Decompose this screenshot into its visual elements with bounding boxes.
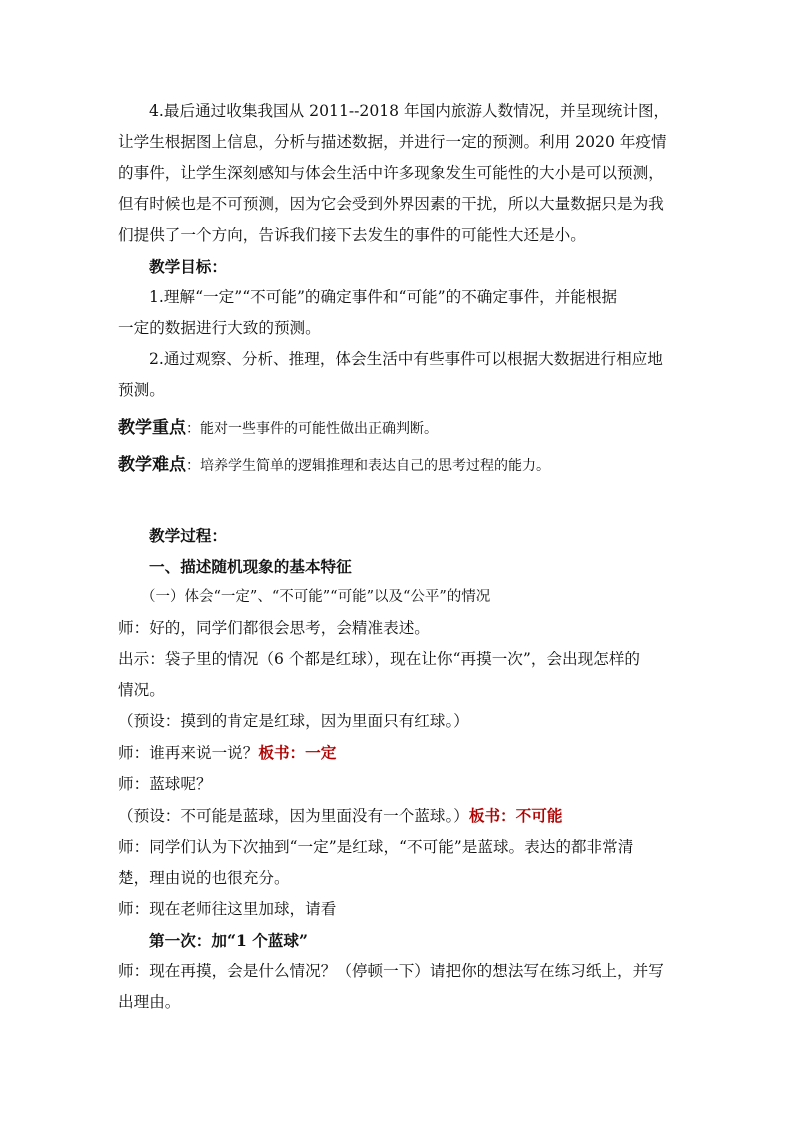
dialogue-line-1: 师：好的，同学们都很会思考，会精准表述。 xyxy=(118,619,430,637)
dialogue-line-9a: 师：现在再摸，会是什么情况？（停顿一下）请把你的想法写在练习纸上，并写 xyxy=(118,962,664,980)
intro-line-5: 们提供了一个方向，告诉我们接下去发生的事件的可能性大还是小。 xyxy=(118,226,586,244)
goal-1-line-2: 一定的数据进行大致的预测。 xyxy=(118,319,321,337)
dialogue-line-7b: 楚，理由说的也很充分。 xyxy=(118,869,290,887)
goal-1-line-1: 1.理解“一定”“不可能”的确定事件和“可能”的不确定事件，并能根据 xyxy=(149,288,618,306)
difficulty-label: 教学难点 xyxy=(118,455,186,475)
subsection-1-heading: （一）体会“一定”、“不可能”“可能”以及“公平”的情况 xyxy=(141,589,491,605)
dialogue-line-6 xyxy=(118,800,678,832)
dialogue-line-9b: 出理由。 xyxy=(118,993,181,1011)
document-page xyxy=(118,96,678,1018)
board-note-certain: 板书：一定 xyxy=(258,743,337,762)
difficulty xyxy=(118,447,678,484)
section-1-heading: 一、描述随机现象的基本特征 xyxy=(149,557,352,576)
key-point-label: 教学重点 xyxy=(118,418,186,438)
dialogue-line-5: 师：蓝球呢？ xyxy=(118,775,212,793)
key-point xyxy=(118,410,678,447)
intro-line-4: 但有时候也是不可预测，因为它会受到外界因素的干扰，所以大量数据只是为我 xyxy=(118,195,664,213)
goal-2-line-1: 2.通过观察、分析、推理，体会生活中有些事件可以根据大数据进行相应地 xyxy=(149,350,663,368)
board-note-impossible: 板书：不可能 xyxy=(468,806,563,825)
dialogue-line-4-text: 师：谁再来说一说？ xyxy=(118,744,259,762)
first-time-heading: 第一次：加“1 个蓝球” xyxy=(149,931,308,950)
dialogue-line-6-text: （预设：不可能是蓝球，因为里面没有一个蓝球。） xyxy=(118,807,469,825)
intro-line-1: 4.最后通过收集我国从 2011--2018 年国内旅游人数情况，并呈现统计图， xyxy=(149,102,670,120)
process-heading: 教学过程： xyxy=(149,526,227,545)
dialogue-line-3: （预设：摸到的肯定是红球，因为里面只有红球。） xyxy=(118,712,469,730)
difficulty-text: ：培养学生简单的逻辑推理和表达自己的思考过程的能力。 xyxy=(186,458,550,474)
intro-line-2: 让学生根据图上信息，分析与描述数据，并进行一定的预测。利用 2020 年疫情 xyxy=(118,133,667,151)
goals-heading: 教学目标： xyxy=(149,257,227,276)
intro-line-3: 的事件，让学生深刻感知与体会生活中许多现象发生可能性的大小是可以预测， xyxy=(118,164,664,182)
dialogue-line-7a: 师：同学们认为下次抽到“一定”是红球，“不可能”是蓝球。表达的都非常清 xyxy=(118,838,634,856)
dialogue-line-8: 师：现在老师往这里加球，请看 xyxy=(118,900,337,918)
dialogue-line-2b: 情况。 xyxy=(118,681,165,699)
dialogue-line-2a: 出示：袋子里的情况（6 个都是红球），现在让你“再摸一次”，会出现怎样的 xyxy=(118,650,641,668)
dialogue-line-4 xyxy=(118,737,678,769)
key-point-text: ：能对一些事件的可能性做出正确判断。 xyxy=(186,421,438,437)
goal-2-line-2: 预测。 xyxy=(118,381,165,399)
